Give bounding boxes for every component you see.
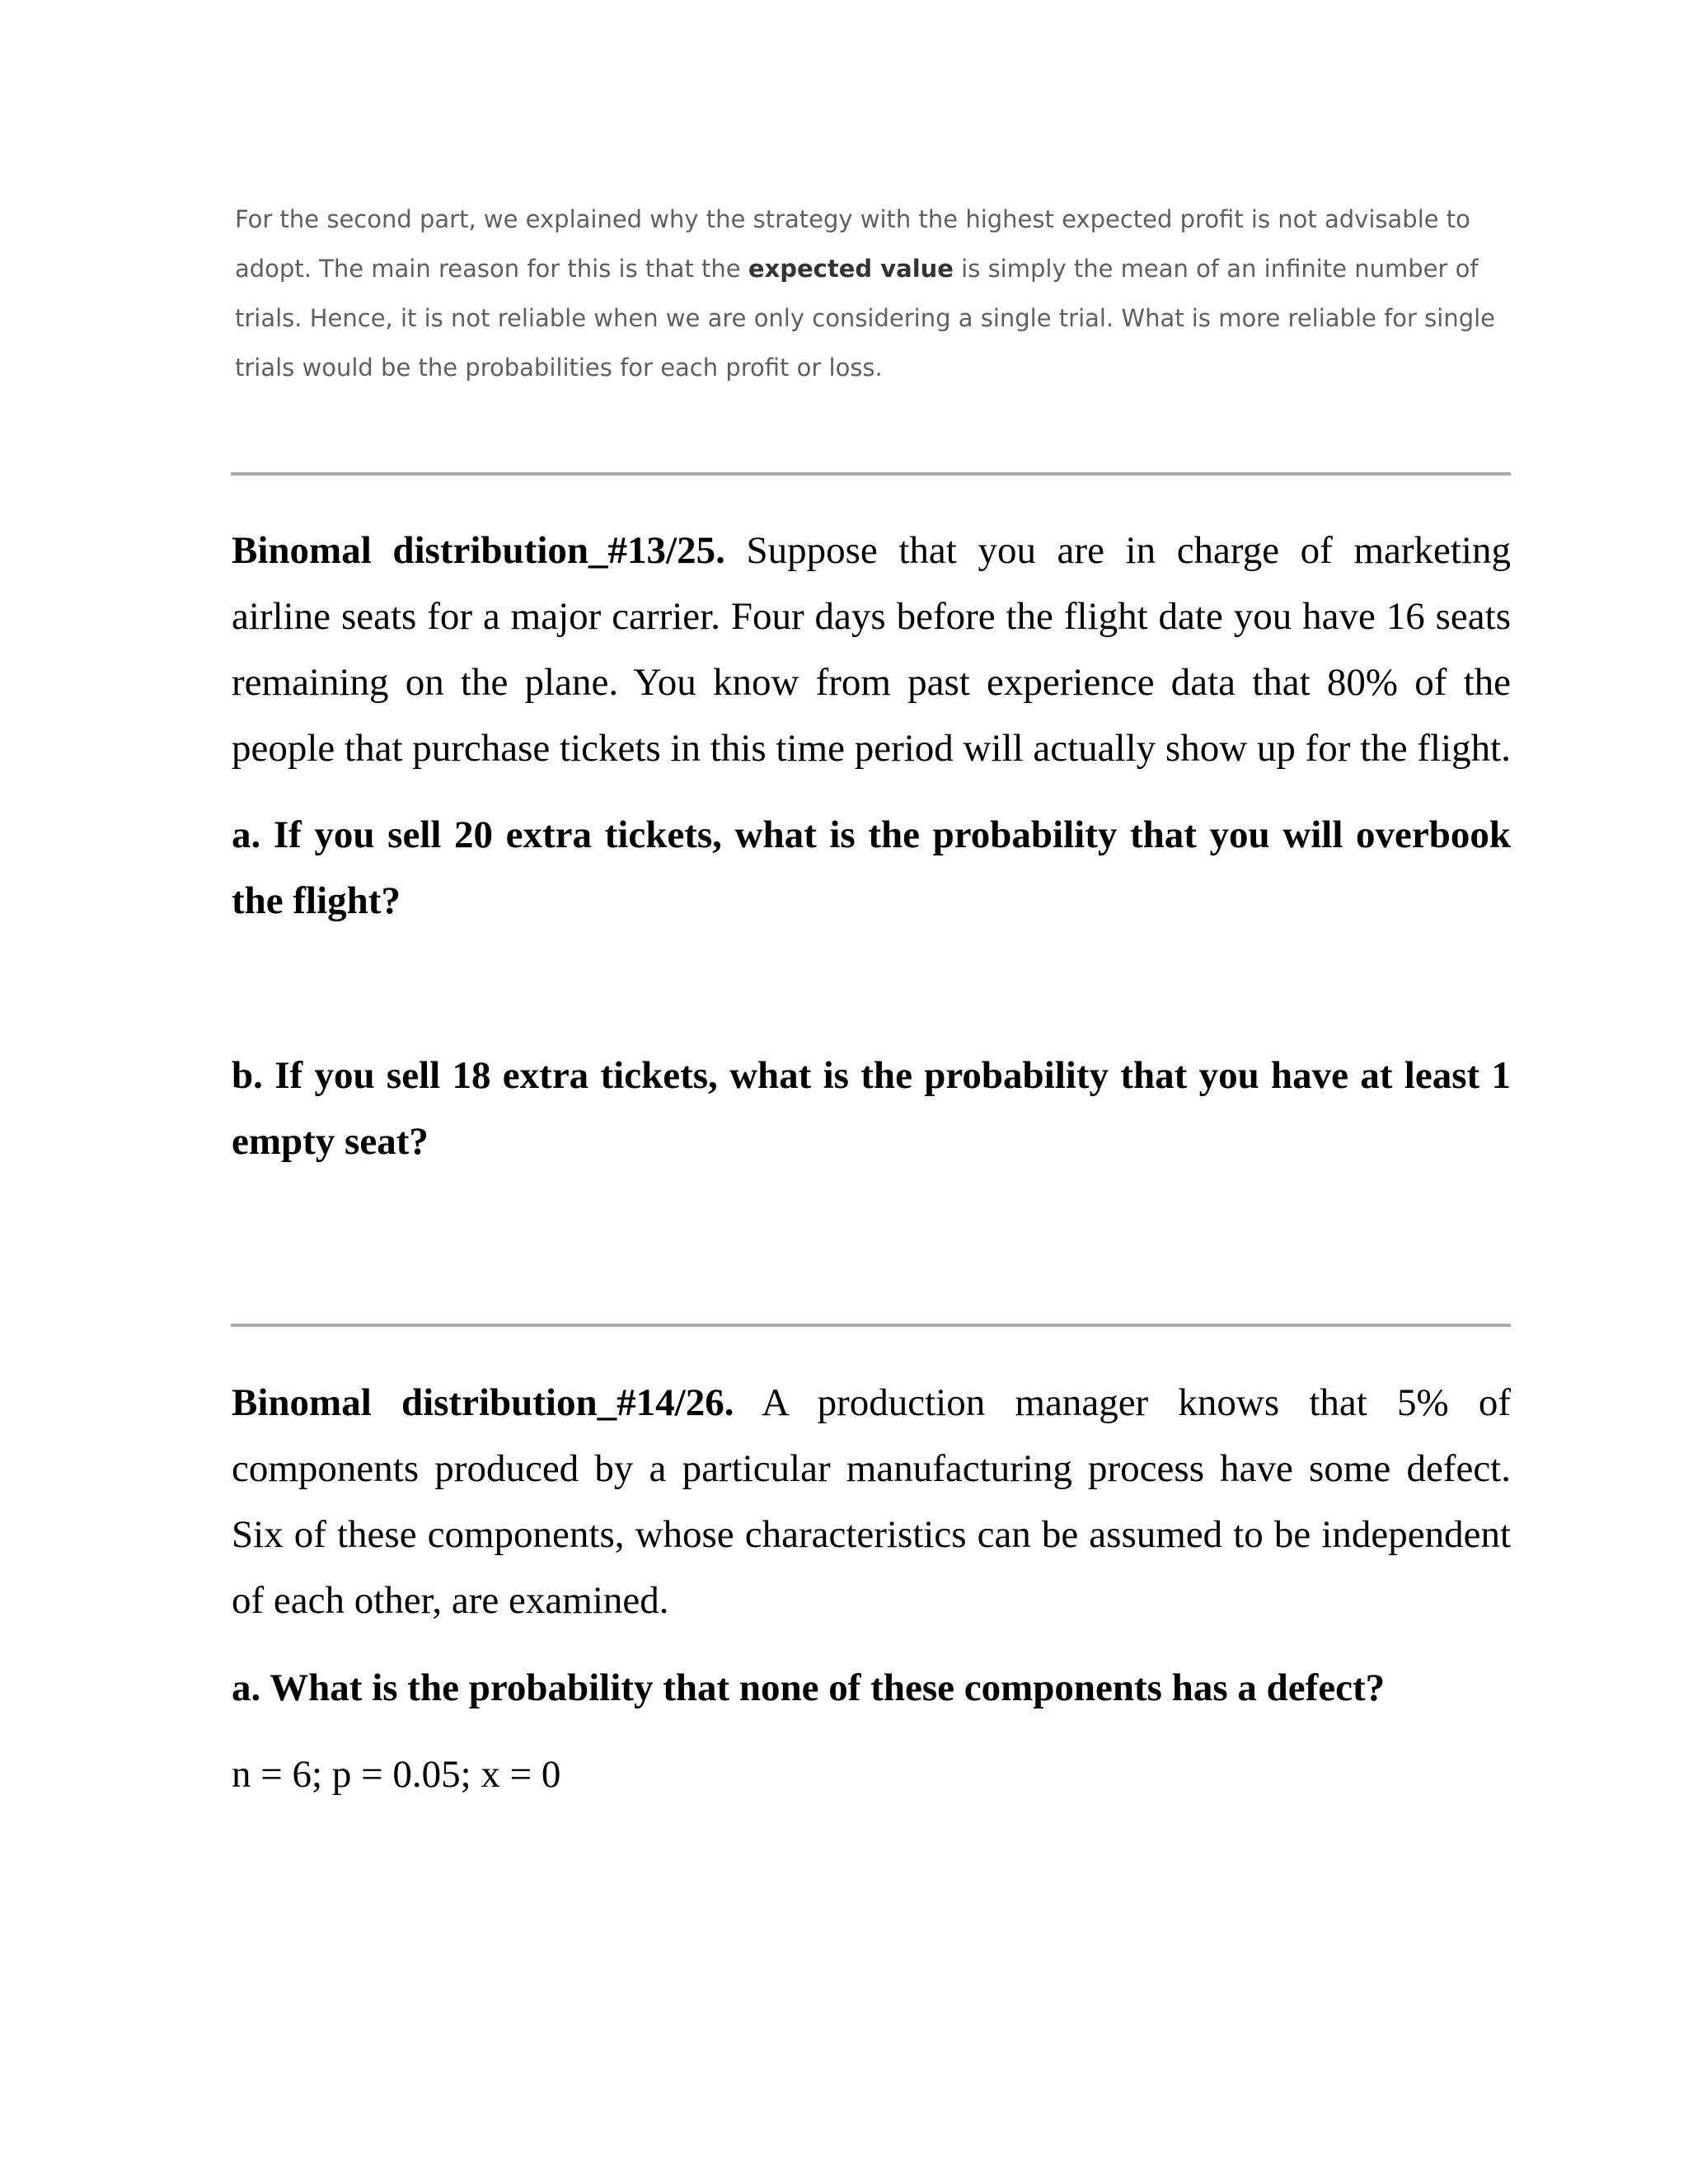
section-divider (231, 472, 1511, 476)
intro-text-end: is simply the mean of an infinite number of trials. Hence, it is not reliable when we are only considering a single trial. What is more reliable for single trials would be the probabilities for each profit or loss. (235, 255, 1496, 382)
intro-text-start: For the second part, we explained why the strategy with the highest expected profit is not advisable to adopt. The main reason for this is that the (235, 205, 1470, 283)
problem-14-title: Binomal distribution_#14/26. (232, 1381, 734, 1424)
problem-13-title: Binomal distribution_#13/25. (232, 529, 725, 572)
problem-13-part-a: a. If you sell 20 extra tickets, what is the probability that you will overbook the flight? (232, 813, 1511, 922)
section-divider (231, 1324, 1511, 1327)
problem-14-paragraph (232, 1370, 1511, 1633)
problem-13-body: Suppose that you are in charge of marketing airline seats for a major carrier. Four days before the flight date you have 16 seats remaining on the plane. You know from past experience data that 80% of the people that purchase tickets in this time period will actually show up for the flight. (232, 529, 1511, 770)
problem-13-part-b: b. If you sell 18 extra tickets, what is the probability that you have at least 1 empty seat? (232, 1054, 1511, 1163)
problem-14-body: A production manager knows that 5% of components produced by a particular manufacturing process have some defect. Six of these components, whose characteristics can be assumed to be independent of each other, are examined. (232, 1381, 1511, 1622)
problem-14-part-a: a. What is the probability that none of these components has a defect? (232, 1666, 1386, 1709)
intro-paragraph (235, 194, 1521, 392)
problem-14-given-values: n = 6; p = 0.05; x = 0 (232, 1753, 561, 1796)
intro-bold-term: expected value (748, 255, 954, 283)
problem-13-paragraph (232, 518, 1511, 781)
